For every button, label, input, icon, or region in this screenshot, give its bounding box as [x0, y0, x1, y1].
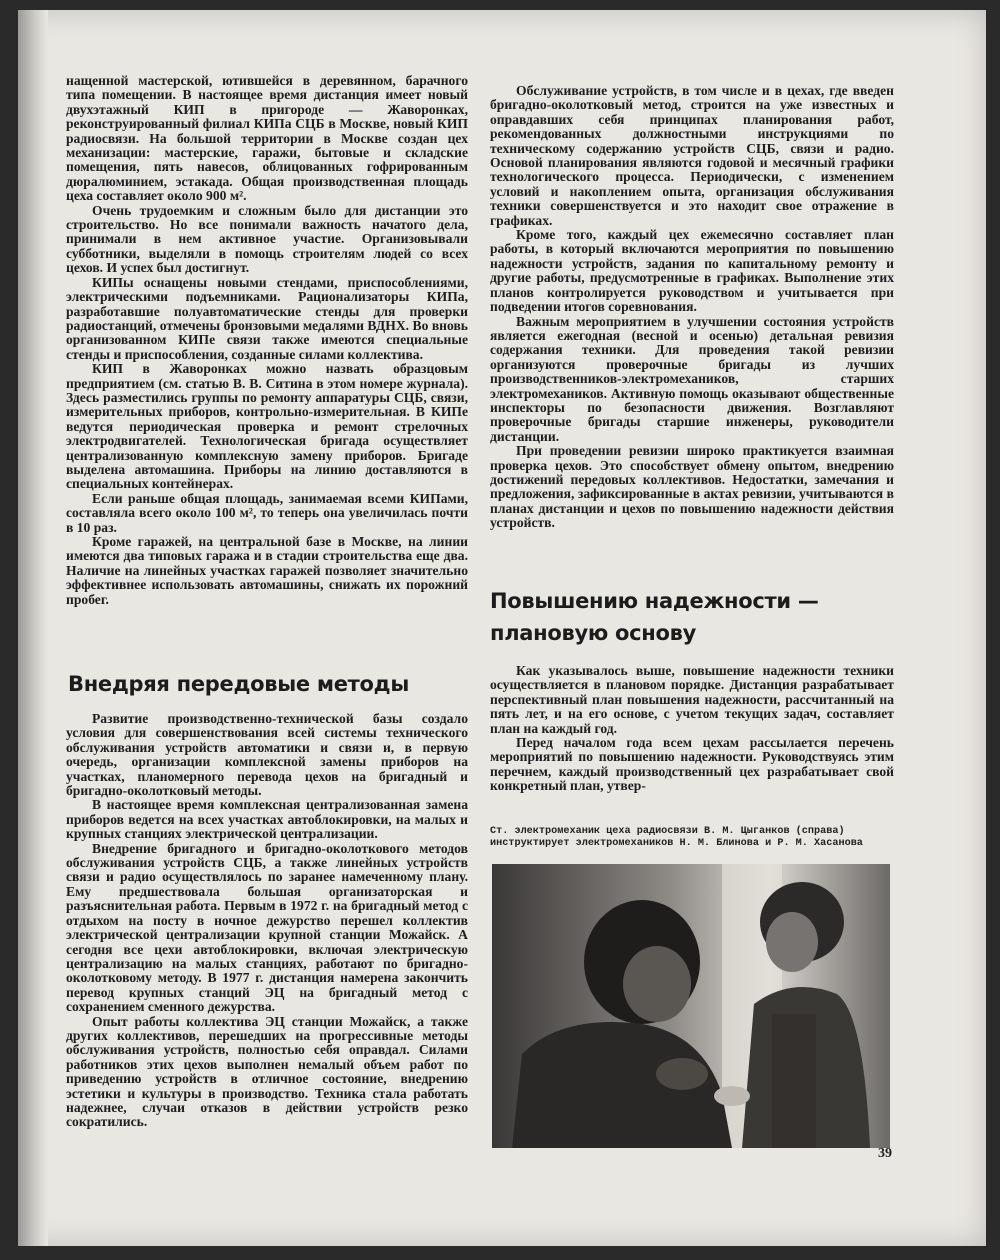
paragraph: Кроме того, каждый цех ежемесячно составляет план работы, в который включаются мероприятия по повышению надежности устройств, задания по капитальному ремонту и другие работы, предусмотренные в графиках. Выполнение этих планов контролируется руководством и учитывается при подведении итогов соревнования. — [490, 227, 894, 315]
right-column-bottom — [490, 664, 894, 794]
photo-caption: Ст. электромеханик цеха радиосвязи В. М. Цыганков (справа) инструктирует электромехаников Н. М. Блинова и Р. М. Хасанова — [490, 826, 863, 849]
paragraph: Опыт работы коллектива ЭЦ станции Можайск, а также других коллективов, перешедших на прогрессивные методы обслуживания устройств, полностью себя оправдал. Силами работников этих цехов выполнен немалый объем работ по приведению устройств в отличное состояние, внедрению эстетики и культуры в производство. Техника стала работать надежнее, случаи отказов в действии устройств резко сократились. — [66, 1013, 468, 1130]
section-heading-right: Повышению надежности — плановую основу — [490, 589, 819, 645]
paragraph: Перед началом года всем цехам рассылается перечень мероприятий по повышению надежности. Руководствуясь этим перечнем, каждый производственный цех разрабатывает свой конкретный план, утвер- — [490, 735, 894, 794]
page-number: 39 — [878, 1146, 892, 1161]
page-spine-shadow — [18, 10, 48, 1246]
photo — [492, 864, 890, 1148]
left-column-bottom — [66, 712, 468, 1130]
paragraph: Важным мероприятием в улучшении состояния устройств является ежегодная (весной и осенью) детальная ревизия содержания техники. Для проведения такой ревизии организуются проверочные бригады из лучших производственников-электромехаников, старших электромехаников. Активную помощь оказывают общественные инспекторы по безопасности движения. Возглавляют проверочные бригады старшие инженеры, руководители дистанции. — [490, 313, 894, 444]
paragraph: Обслуживание устройств, в том числе и в цехах, где введен бригадно-околотковый метод, строится на уже известных и оправдавших себя принципах планирования работ, рекомендованных должностными инструкциями по техническому содержанию устройств СЦБ, связи и радио. Основой планирования являются годовой и месячный графики технологического процесса. Периодически, с изменением условий и накоплением опыта, организация обслуживания техники совершенствуется и это находит свое отражение в графиках. — [490, 83, 894, 228]
paragraph: При проведении ревизии широко практикуется взаимная проверка цехов. Это способствует обмену опытом, внедрению достижений передовых коллективов. Недостатки, замечания и предложения, зафиксированные в актах ревизии, учитываются в планах дистанции и цехов по повышению надежности действия устройств. — [490, 443, 894, 531]
paragraph: В настоящее время комплексная централизованная замена приборов ведется на всех участках автоблокировки, на малых и крупных станциях электрической централизации. — [66, 797, 468, 842]
paragraph: КИПы оснащены новыми стендами, приспособлениями, электрическими подъемниками. Рационализаторы КИПа, разработавшие полуавтоматические стенды для проверки радиостанций, отмечены бронзовыми медалями ВДНХ. Во вновь организованном КИПе связи также имеются специальные стенды и приспособления, созданные силами коллектива. — [66, 274, 468, 362]
paragraph: КИП в Жаворонках можно назвать образцовым предприятием (см. статью В. В. Ситина в этом номере журнала). Здесь разместились группы по ремонту аппаратуры СЦБ, связи, измерительных приборов, контрольно-измерительная. В КИПе ведутся периодическая проверка и ремонт стрелочных электродвигателей. Технологическая бригада осуществляет централизованную комплексную замену приборов. Бригаде выделена автомашина. Приборы на линию доставляются в специальных контейнерах. — [66, 361, 468, 492]
right-column-top — [490, 84, 894, 531]
paragraph: Развитие производственно-технической базы создало условия для совершенствования всей системы технического обслуживания устройств автоматики и связи и, в первую очередь, организации комплексной замены приборов на участках, планомерного перевода цехов на бригадный и бригадно-околотковый методы. — [66, 711, 468, 799]
photo-illustration — [492, 864, 890, 1148]
section-heading-left: Внедряя передовые методы — [68, 672, 410, 696]
paragraph: нащенной мастерской, ютившейся в деревянном, барачного типа помещении. В настоящее время дистанция имеет новый двухэтажный КИП в пригороде — Жаворонках, реконструированный филиал КИПа СЦБ в Москве, новый КИП радиосвязи. На большой территории в Москве создан цех механизации: мастерские, гаражи, бытовые и складские помещения, пять навесов, облицованных гофрированным дюралюминием, эстакада. Общая производственная площадь цеха составляет около 900 м². — [66, 73, 468, 204]
paragraph: Как указывалось выше, повышение надежности техники осуществляется в плановом порядке. Дистанция разрабатывает перспективный план повышения надежности, рассчитанный на пять лет, и на его основе, с учетом текущих задач, составляет план на каждый год. — [490, 663, 894, 736]
left-column-top — [66, 74, 468, 607]
paragraph: Внедрение бригадного и бригадно-околоткового методов обслуживания устройств СЦБ, а также линейных устройств связи и радио осуществлялось по заранее намеченному плану. Ему предшествовала большая организаторская и разъяснительная работа. Первым в 1972 г. на бригадный метод с отдыхом на посту в ночное дежурство перешел коллектив электрической централизации крупной станции Можайск. А сегодня все цехи автоблокировки, включая электрическую централизацию на малых станциях, работают по бригадно-околотковому методу. В 1977 г. дистанция намерена закончить перевод крупных станций ЭЦ на бригадный метод с сохранением сменного дежурства. — [66, 840, 468, 1015]
paragraph: Если раньше общая площадь, занимаемая всеми КИПами, составляла всего около 100 м², то теперь она увеличилась почти в 10 раз. — [66, 490, 468, 535]
paragraph: Очень трудоемким и сложным было для дистанции это строительство. Но все понимали важность начатого дела, принимали в нем активное участие. Организовывали субботники, выделяли в помощь строителям людей со всех цехов. И успех был достигнут. — [66, 202, 468, 276]
paragraph: Кроме гаражей, на центральной базе в Москве, на линии имеются два типовых гаража и в стадии строительства еще два. Наличие на линейных участках гаражей позволяет значительно эффективнее использовать автомашины, снижать их порожний пробег. — [66, 534, 468, 607]
